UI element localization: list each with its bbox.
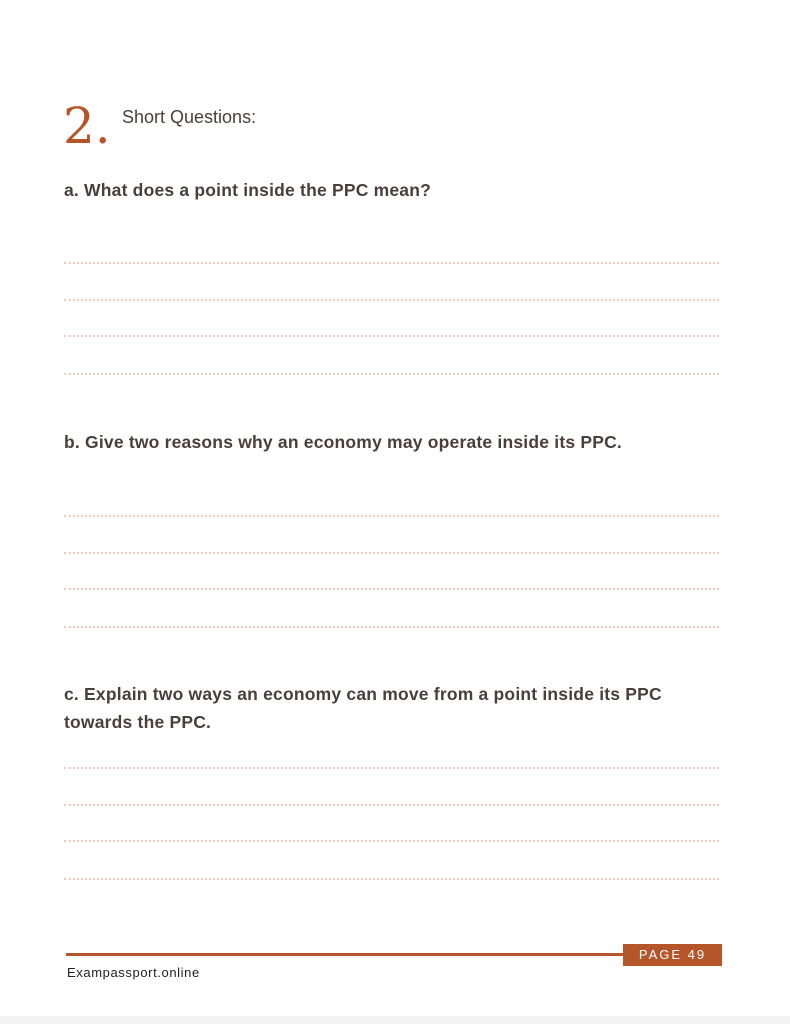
question-c: c. Explain two ways an economy can move from a point inside its PPC towards the PPC. (64, 684, 662, 732)
footer-divider (66, 953, 626, 956)
question-a: a. What does a point inside the PPC mean? (64, 180, 432, 200)
page-number-badge: PAGE 49 (623, 944, 722, 966)
answer-line[interactable] (64, 552, 719, 554)
answer-line[interactable] (64, 804, 719, 806)
section-number: 2. (63, 97, 111, 155)
answer-line[interactable] (64, 373, 719, 375)
answer-line[interactable] (64, 840, 719, 842)
answer-line[interactable] (64, 588, 719, 590)
website-label: Exampassport.online (67, 965, 200, 980)
answer-line[interactable] (64, 299, 719, 301)
question-b: b. Give two reasons why an economy may operate inside its PPC. (64, 432, 622, 452)
answer-line[interactable] (64, 878, 719, 880)
answer-line[interactable] (64, 262, 719, 264)
answer-line[interactable] (64, 335, 719, 337)
page-bottom-edge (0, 1016, 790, 1024)
answer-line[interactable] (64, 767, 719, 769)
answer-line[interactable] (64, 626, 719, 628)
section-title: Short Questions: (122, 107, 257, 127)
answer-line[interactable] (64, 515, 719, 517)
